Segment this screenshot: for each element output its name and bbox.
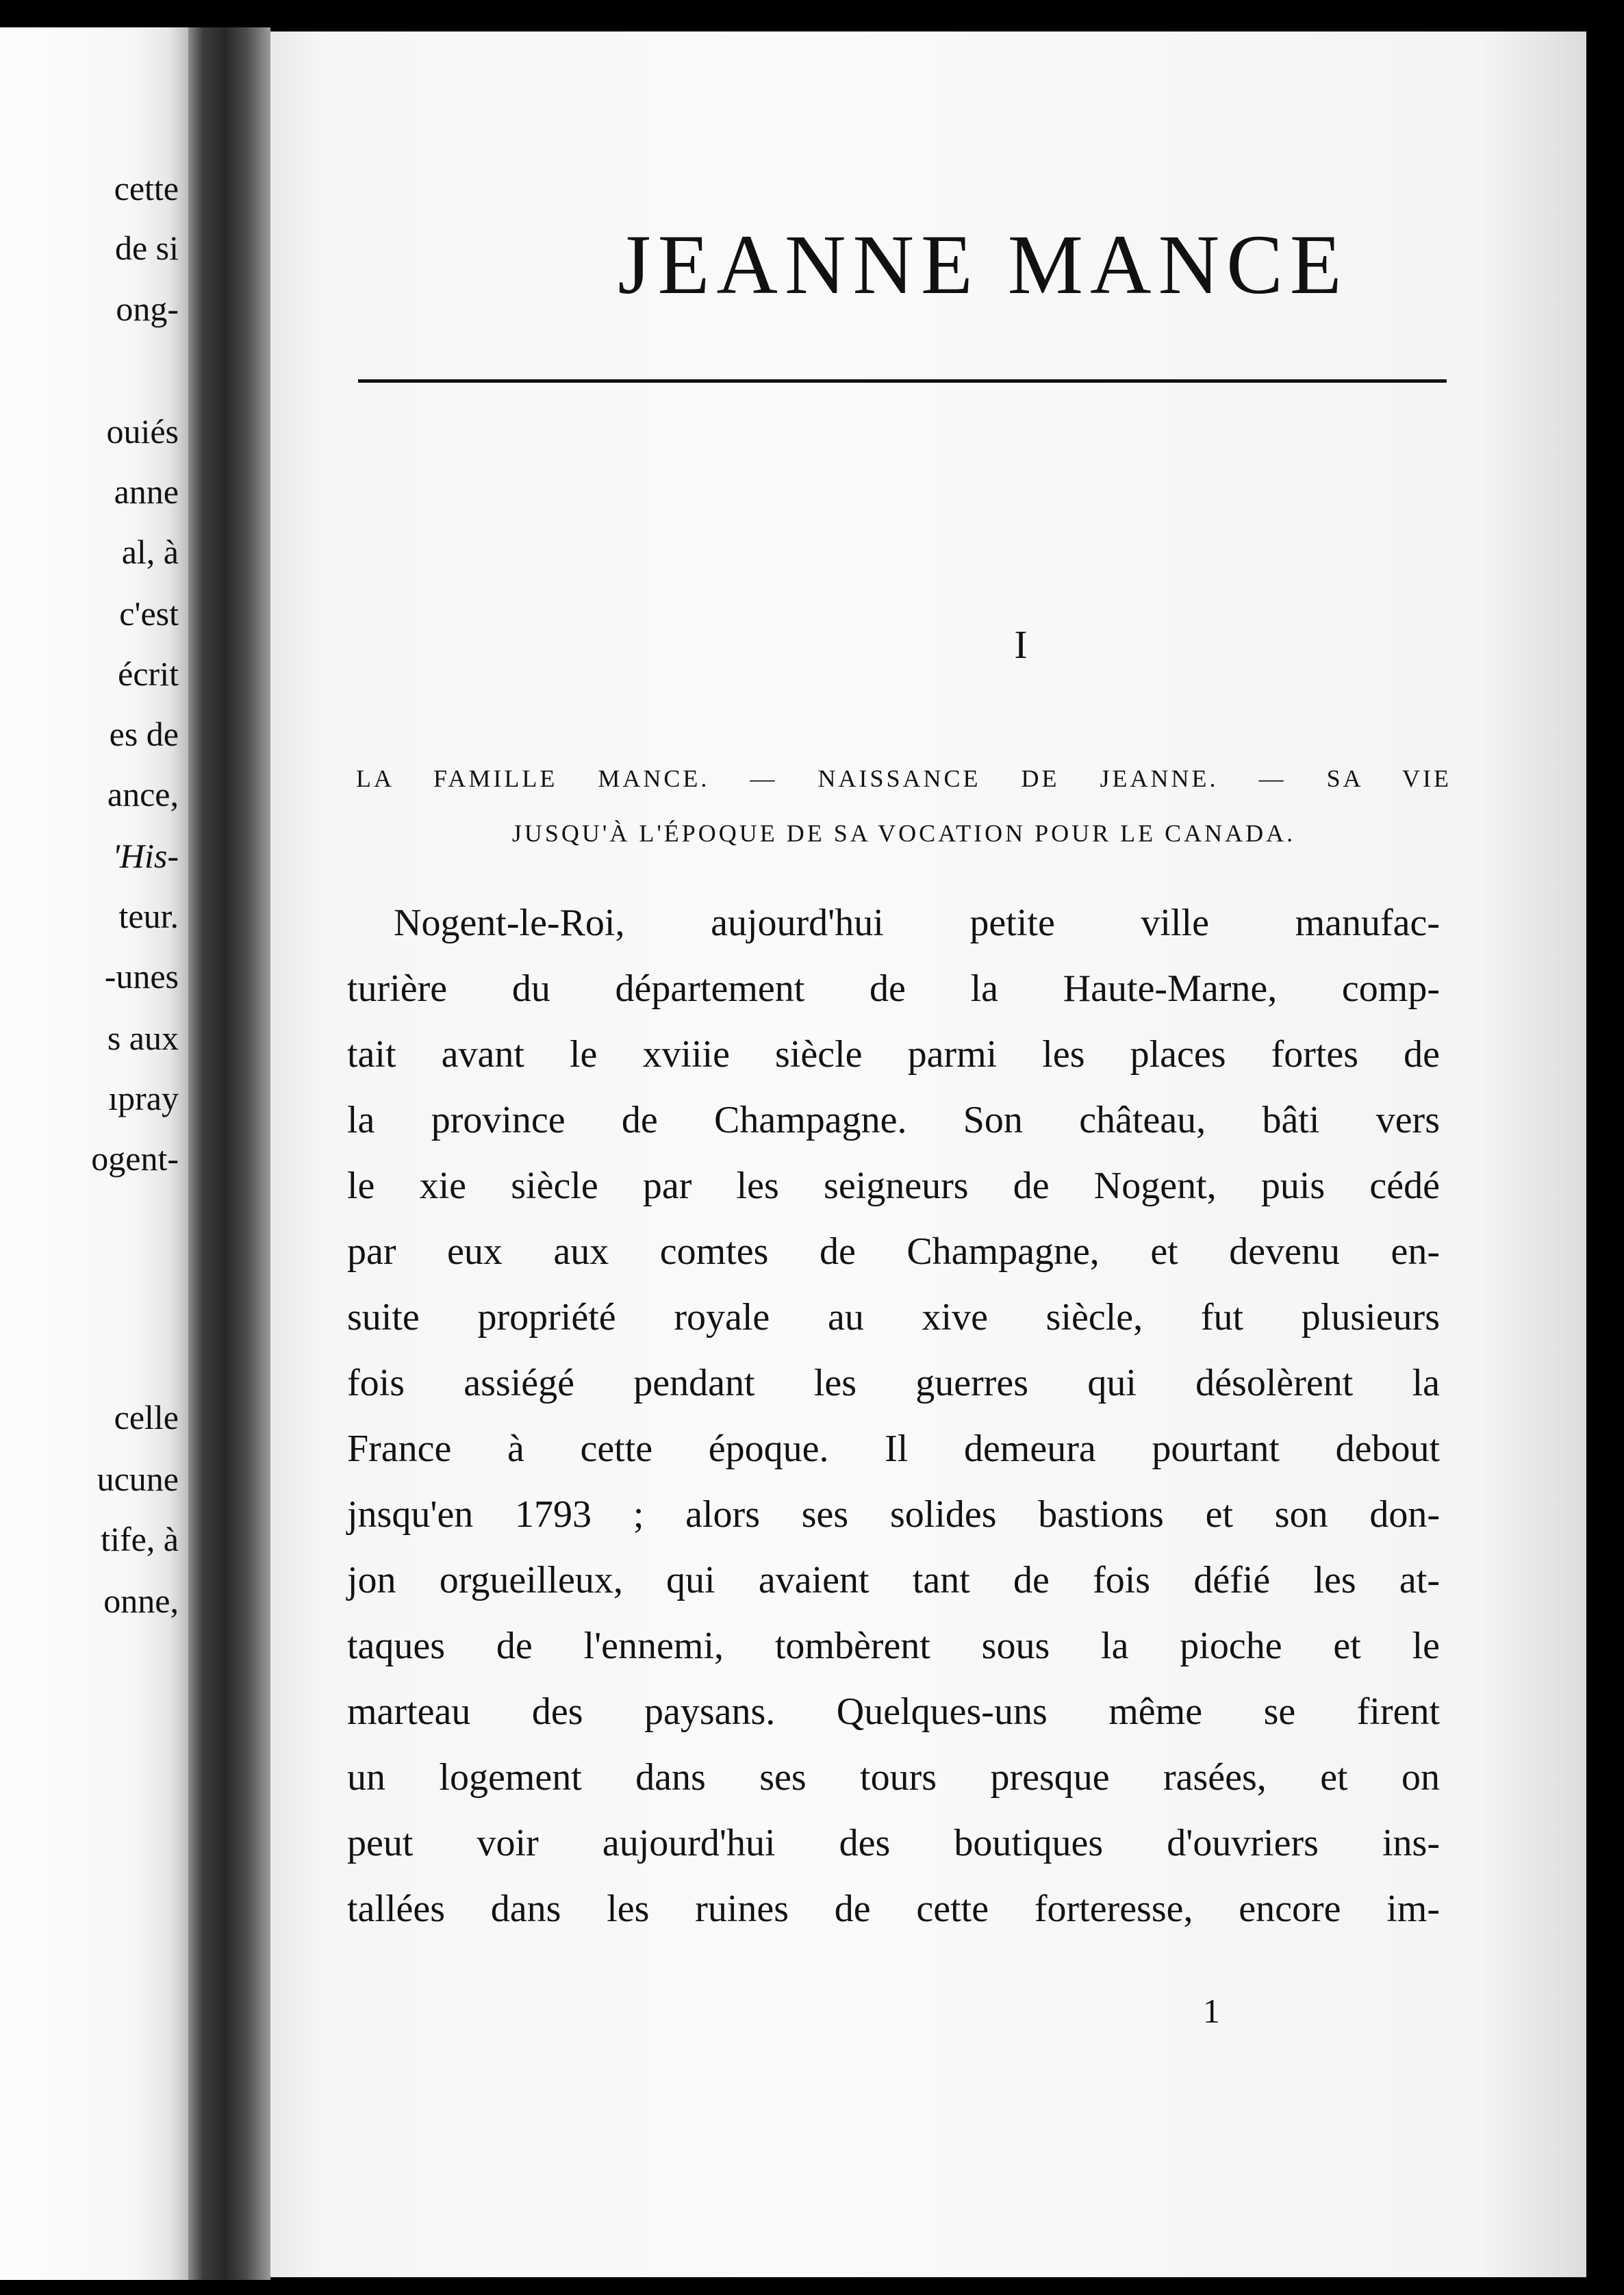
- left-page-line: teur.: [118, 897, 179, 935]
- left-page-line: ance,: [107, 775, 179, 813]
- left-page-line: ogent-: [91, 1139, 179, 1178]
- right-page: [270, 31, 1586, 2277]
- body-text-line: la province de Champagne. Son château, bâti vers: [347, 1099, 1440, 1141]
- body-text-line: turière du département de la Haute-Marne, comp-: [347, 967, 1440, 1010]
- left-page-line: ucune: [97, 1460, 179, 1498]
- left-page-line: anne: [114, 472, 179, 511]
- body-text-line: France à cette époque. Il demeura pourtant debout: [347, 1428, 1440, 1470]
- left-page-line: es de: [109, 715, 179, 753]
- left-page-line: 'His-: [112, 837, 179, 875]
- left-page-line: celle: [114, 1398, 179, 1436]
- left-page-line: -unes: [104, 957, 179, 996]
- left-page-line: s aux: [107, 1019, 179, 1057]
- left-page-line: écrit: [118, 655, 179, 693]
- body-text-line: par eux aux comtes de Champagne, et devenu en-: [347, 1230, 1440, 1273]
- title-rule: [358, 379, 1447, 383]
- left-page-line: c'est: [119, 594, 179, 633]
- chapter-summary-line: JUSQU'À L'ÉPOQUE DE SA VOCATION POUR LE CANADA.: [511, 820, 1296, 847]
- chapter-number: I: [1014, 622, 1028, 667]
- body-text-line: tait avant le xviiie siècle parmi les places fortes de: [347, 1033, 1440, 1076]
- body-text-line: taques de l'ennemi, tombèrent sous la pioche et le: [347, 1625, 1440, 1667]
- book-gutter-shadow: [188, 27, 270, 2280]
- left-page-line: cette: [114, 169, 179, 207]
- page-number: 1: [1203, 1992, 1220, 2030]
- left-page-line: tife, à: [101, 1520, 179, 1558]
- body-text-line: fois assiégé pendant les guerres qui désolèrent la: [347, 1362, 1440, 1404]
- body-text-line: marteau des paysans. Quelques-uns même se firent: [347, 1690, 1440, 1733]
- left-page-line: de si: [114, 229, 179, 267]
- chapter-summary-line: LA FAMILLE MANCE. — NAISSANCE DE JEANNE. — SA VIE: [356, 765, 1451, 792]
- left-page-line: ong-: [116, 290, 179, 328]
- body-text-line: jon orgueilleux, qui avaient tant de fois défié les at-: [347, 1559, 1440, 1601]
- body-text-line: Nogent-le-Roi, aujourd'hui petite ville manufac-: [394, 902, 1440, 944]
- left-page-edge: [0, 27, 188, 2280]
- body-text-line: un logement dans ses tours presque rasées, et on: [347, 1756, 1440, 1799]
- left-page-line: ıpray: [108, 1079, 179, 1117]
- chapter-title: JEANNE MANCE: [618, 218, 1349, 312]
- body-text-line: tallées dans les ruines de cette forteresse, encore im-: [347, 1888, 1440, 1930]
- left-page-line: ouiés: [106, 412, 179, 451]
- body-text-line: le xie siècle par les seigneurs de Nogent, puis cédé: [347, 1165, 1440, 1207]
- body-text-line: suite propriété royale au xive siècle, fut plusieurs: [347, 1296, 1440, 1339]
- body-text-line: jnsqu'en 1793 ; alors ses solides bastions et son don-: [347, 1493, 1440, 1536]
- left-page-line: al, à: [121, 533, 179, 571]
- body-text-line: peut voir aujourd'hui des boutiques d'ouvriers ins-: [347, 1822, 1440, 1864]
- left-page-line: onne,: [103, 1582, 179, 1620]
